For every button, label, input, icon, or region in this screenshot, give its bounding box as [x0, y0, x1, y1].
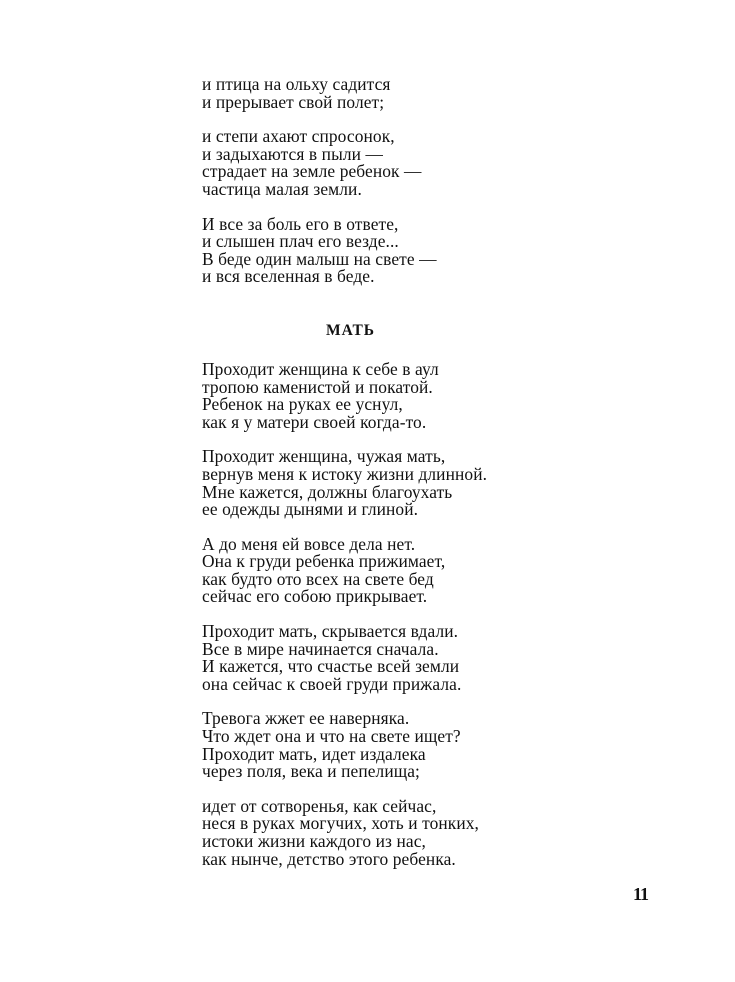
text-block	[202, 76, 662, 868]
poem-stanza-2	[202, 448, 662, 518]
verse-line: неся в руках могучих, хоть и тонких,	[202, 813, 479, 834]
poem-stanza-5	[202, 710, 662, 780]
verse-line: как я у матери своей когда-то.	[202, 411, 427, 432]
verse-line: вернув меня к истоку жизни длинной.	[202, 463, 488, 484]
verse-line: И кажется, что счастье всей земли	[202, 656, 460, 677]
verse-line: через поля, века и пепелища;	[202, 761, 420, 782]
verse-line: Проходит женщина к себе в аул	[202, 358, 439, 379]
verse-line: и вся вселенная в беде.	[202, 266, 375, 287]
verse-line: Проходит женщина, чужая мать,	[202, 446, 446, 467]
page-number: 11	[633, 884, 649, 904]
verse-line: Проходит мать, скрывается вдали.	[202, 621, 459, 642]
verse-line: страдает на земле ребенок —	[202, 161, 422, 182]
verse-line: Тревога жжет ее наверняка.	[202, 708, 410, 729]
poem-stanza-3	[202, 533, 662, 607]
poem-stanza-6	[202, 795, 662, 869]
verse-line: как будто ото всех на свете бед	[202, 568, 434, 589]
verse-line: и степи ахают спросонок,	[202, 126, 395, 147]
verse-line: Все в мире начинается сначала.	[202, 638, 439, 659]
verse-line: она сейчас к своей груди прижала.	[202, 673, 462, 694]
verse-line: Что ждет она и что на свете ищет?	[202, 726, 461, 747]
verse-line: как нынче, детство этого ребенка.	[202, 848, 456, 869]
verse-line: частица малая земли.	[202, 178, 362, 199]
verse-line: И все за боль его в ответе,	[202, 213, 399, 234]
verse-line: ее одежды дынями и глиной.	[202, 499, 419, 520]
poem-stanza-4	[202, 623, 662, 693]
prev-poem-stanza-2	[202, 128, 662, 198]
verse-line: и прерывает свой полет;	[202, 91, 385, 112]
verse-line: Она к груди ребенка прижимает,	[202, 551, 446, 572]
verse-line: А до меня ей вовсе дела нет.	[202, 533, 416, 554]
verse-line: Проходит мать, идет издалека	[202, 743, 426, 764]
verse-line: и слышен плач его везде...	[202, 231, 399, 252]
verse-line: и задыхаются в пыли —	[202, 143, 383, 164]
verse-line: и птица на ольху садится	[202, 74, 391, 94]
verse-line: тропою каменистой и покатой.	[202, 376, 433, 397]
prev-poem-stanza-3	[202, 213, 662, 287]
verse-line: Мне кажется, должны благоухать	[202, 481, 453, 502]
verse-line: Ребенок на руках ее уснул,	[202, 394, 403, 415]
poem-title: МАТЬ	[326, 321, 376, 339]
poem-stanza-1	[202, 358, 662, 432]
verse-line: идет от сотворенья, как сейчас,	[202, 795, 437, 816]
verse-line: истоки жизни каждого из нас,	[202, 831, 426, 851]
prev-poem-stanza-1	[202, 76, 662, 111]
verse-line: сейчас его собою прикрывает.	[202, 586, 428, 607]
verse-line: В беде один малыш на свете —	[202, 248, 437, 269]
